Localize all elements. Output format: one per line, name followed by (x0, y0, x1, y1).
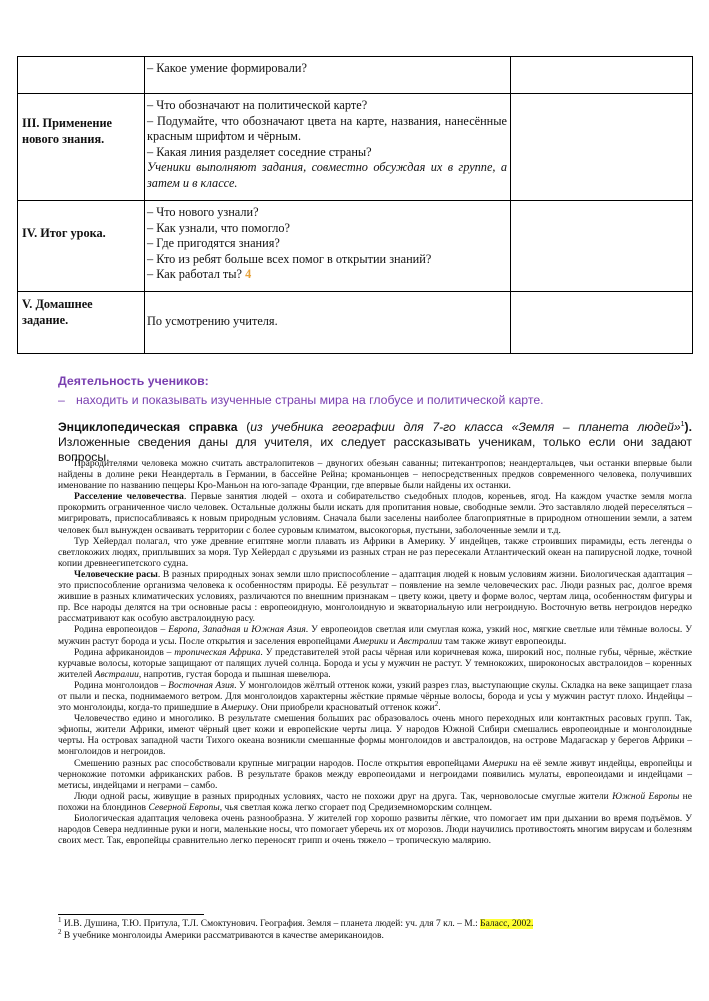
highlighted-publisher: Баласс, 2002. (480, 919, 534, 929)
encyclopedia-intro: Энциклопедическая справка (из учебника географии для 7-го класса «Земля – планета людей»$^1$). Изложенные сведения даны для учителя, их следует рассказывать ученикам, только если они задают вопросы. (58, 420, 692, 464)
content-cell (145, 292, 511, 354)
question-line: – Что обозначают на политической карте? (147, 98, 368, 112)
encyclopedia-title: Энциклопедическая справка (58, 420, 238, 434)
paragraph: Прародителями человека можно считать австралопитеков – двуногих обезьян саванны; питекантропов; неандертальцев, чьи останки впервые были найдены в долине реки Неандерталь в Германии, в бассейне Рейна; кроманьонцев – непосредственных предков современного человека, получивших именование по названию пещеры Кро-Маньон на юго-западе Франции, где впервые были найдены их останки. (58, 458, 692, 492)
stage-title: V. Домашнее задание. (22, 297, 93, 327)
reference-text (58, 458, 692, 846)
question-line: – Какая линия разделяет соседние страны? (147, 144, 372, 159)
activity-heading: Деятельность учеников: (58, 374, 209, 388)
question-line: – Как узнали, что помогло? (147, 220, 290, 235)
student-activity (58, 373, 678, 408)
content-cell (145, 57, 511, 94)
stage-cell (18, 292, 145, 354)
notes-cell (511, 292, 693, 354)
stage-cell (18, 57, 145, 94)
table-row (18, 201, 693, 292)
content-cell (145, 94, 511, 201)
paragraph: Человеческие расы. В разных природных зонах земли шло приспособление – адаптация людей к новым условиям жизни. Биологическая адаптация – это приспособление организма человека к особенностям природы. Её результат – появление на земле человеческих рас. Люди разных рас, долгое время жившие в разных климатических условиях, различаются по внешним признакам – цвету кожи, цвету и форме волос, чертам лица, особенностям фигуры и пр. Все народы делятся на три основные расы : европеоидную, монголоидную и экваториальную или негроидную. Восточную ветвь негроидов нередко рассматривают как особую австралоидную расу. (58, 568, 692, 625)
content-cell (145, 201, 511, 292)
footnote: $^1$ И.В. Душина, Т.Ю. Притула, Т.Л. Смоктунович. География. Земля – планета людей: уч. для 7 кл. – М.: Баласс, 2002. (58, 915, 534, 929)
question-line: – Кто из ребят больше всех помог в открытии знаний? (147, 251, 432, 266)
stage-cell (18, 94, 145, 201)
paragraph: Биологическая адаптация человека очень разнообразна. У жителей гор хорошо развиты лёгкие, что помогает им при дыхании во время подъёмов. У народов Севера недлинные руки и ноги, маленькие носы, что помогает уберечь их от морозов. Люди научились противостоять многим вирусам и болезням своих мест. Так, европейцы сравнительно легко переносят грипп и очень тяжело – тропическую малярию. (58, 813, 692, 847)
paragraph: Расселение человечества. Первые занятия людей – охота и собирательство съедобных плодов, кореньев, ягод. На каждом участке земля могла прокормить ограниченное число человек. Остальные должны были искать для пропитания новые, свободные земли. Это заставляло людей переселяться – мигрировать, приспосабливаясь к новым природным условиям. Сначала были заселены наиболее благоприятные в природном отношении земли, а затем человек был вынужден осваивать территории с более суровым климатом, высокогорья, пустыни, заболоченные земли и т.д. (58, 491, 693, 536)
footnote-divider (58, 914, 204, 915)
dash-marker: – (58, 393, 65, 407)
paragraph: Смешению разных рас способствовали крупные миграции народов. После открытия европейцами Америки на её земле живут индейцы, европейцы и чернокожие потомки африканских рабов. В результате браков между европеоидами и негроидами появились мулаты, европеоидами и индейцами – метисы, индейцами и неграми – самбо. (58, 757, 692, 791)
paragraph: Родина африканоидов – тропическая Африка. У представителей этой расы чёрная или коричневая кожа, широкий нос, полные губы, чёрные, жёсткие курчавые волосы, которые защищают от палящих лучей солнца. Борода и усы у мужчин не растут. У темнокожих, широконосых австралоидов – коренных жителей Австралии, напротив, густая борода и пышная шевелюра. (58, 646, 692, 680)
notes-cell (511, 201, 693, 292)
notes-cell (511, 94, 693, 201)
paragraph: Тур Хейердал полагал, что уже древние египтяне могли плавать из Африки в Америку. У индейцев, также строивших пирамиды, есть легенды о светлокожих людях, приплывших за моря. Тур Хейердал с друзьями из разных стран не раз пересекали Атлантический океан на папирусной лодке, точной копии древнеегипетского судна. (58, 535, 692, 569)
question-line: – Как работал ты? 4 (147, 267, 252, 281)
footnote: $^2$ В учебнике монголоиды Америки рассматриваются в качестве американоидов. (58, 927, 384, 941)
paragraph: Люди одной расы, живущие в разных природных условиях, часто не похожи друг на друга. Так, черноволосые смуглые жители Южной Европы не похожи на блондинов Северной Европы, чья светлая кожа легко сгорает под Средиземноморским солнцем. (58, 790, 693, 813)
notes-cell (511, 57, 693, 94)
question-line: – Какое умение формировали? (147, 61, 307, 75)
question-line: – Подумайте, что обозначают цвета на карте, названия, нанесённые красным шрифтом и чёрным. (147, 113, 507, 143)
encyclopedia-note: Изложенные сведения даны для учителя, их следует рассказывать ученикам, только если они задают вопросы. (58, 435, 692, 464)
paragraph: Родина европеоидов – Европа, Западная и Южная Азия. У европеоидов светлая или смуглая кожа, узкий нос, мягкие светлые или тёмные волосы. У мужчин растут борода и усы. После открытия и заселения европейцами Америки и Австралии там также живут европеоиды. (58, 624, 693, 647)
lesson-table (17, 56, 693, 354)
page-marker: 4 (245, 267, 252, 281)
task-note: Ученики выполняют задания, совместно обсуждая их в группе, а затем и в классе. (147, 160, 507, 190)
paragraph: Родина монголоидов – Восточная Азия. У монголоидов жёлтый оттенок кожи, узкий разрез глаз, выступающие скулы. Складка на веке защищает глаза от пыли и песка, поднимаемого ветром. Для монголоидов характерны жёсткие прямые чёрные волосы, борода и усы у мужчин растут плохо. Индейцы – это монголоиды, когда-то пришедшие в Америку. Они приобрели красноватый оттенок кожи$^2$. (58, 679, 693, 714)
paragraph: Человечество едино и многолико. В результате смешения больших рас образовалось очень много переходных или контактных расовых групп. Так, эфиопы, жители Африки, имеют чёрный цвет кожи и европейские черты лица. У народов Южной Сибири смешались европеоидные и монголоидные черты. На островах западной части Тихого океана возникли смешанные формы монголоидов и австралоидов, на острове Мадагаскар у берегов Африки – монголоидов и негроидов. (58, 713, 692, 758)
question-line: По усмотрению учителя. (147, 314, 278, 328)
table-row (18, 94, 693, 201)
stage-title: III. Применение нового знания. (22, 116, 112, 146)
encyclopedia-source: из учебника географии для 7-го класса «Земля – планета людей» (250, 420, 681, 434)
activity-text: находить и показывать изученные страны мира на глобусе и политической карте. (76, 393, 544, 407)
stage-cell (18, 201, 145, 292)
question-line: – Что нового узнали? (147, 205, 259, 219)
activity-bullet (58, 392, 678, 408)
question-line: – Где пригодятся знания? (147, 236, 280, 250)
stage-title: IV. Итог урока. (22, 226, 106, 240)
table-row (18, 57, 693, 94)
footnotes (58, 915, 692, 942)
table-row (18, 292, 693, 354)
